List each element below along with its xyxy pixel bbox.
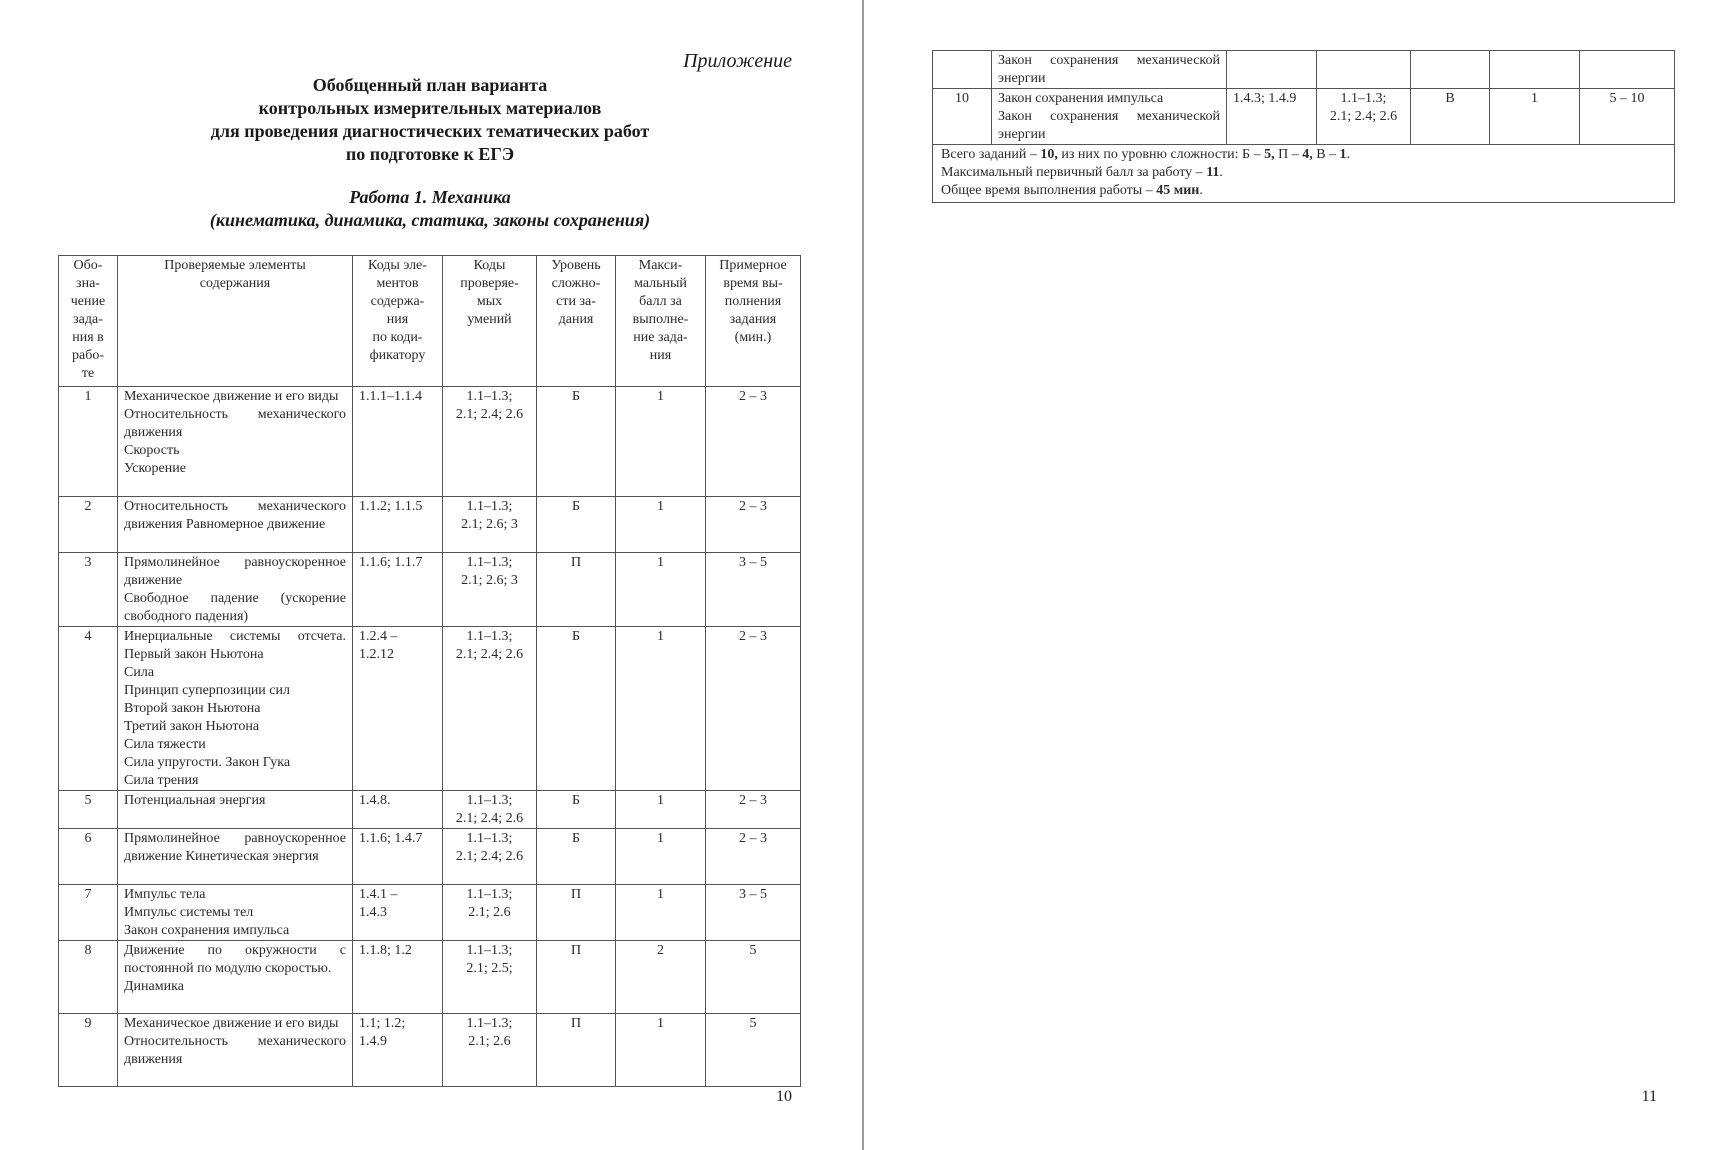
summary-total-line: Всего заданий – 10, из них по уровню сложности: Б – 5, П – 4, В – 1. — [941, 147, 1351, 162]
cell-line: Скорость — [124, 443, 180, 458]
cell-content-elements — [118, 553, 353, 627]
cell-skill-codes — [443, 829, 537, 885]
page-number: 11 — [1641, 1088, 1657, 1105]
advanced-count: 4, — [1302, 147, 1313, 162]
cell-skill-codes — [443, 387, 537, 497]
cell-line: Импульс системы тел — [124, 905, 254, 920]
cell-skill-codes — [443, 1014, 537, 1087]
cell-line: Относительность механического движения — [124, 1034, 346, 1067]
summary-time-line: Общее время выполнения работы – 45 мин. — [941, 183, 1203, 198]
cell-approx-time: 5 — [706, 1014, 801, 1087]
cell-content-codes — [353, 627, 443, 791]
title-line: по подготовке к ЕГЭ — [345, 144, 515, 164]
header-content-elements: Проверяемые элементы содержания — [118, 256, 353, 387]
cell-approx-time: 5 – 10 — [1580, 89, 1675, 145]
summary-max-score-line: Максимальный первичный балл за работу – 11. — [941, 165, 1223, 180]
table-row — [59, 885, 801, 941]
cell-difficulty-level: П — [537, 941, 616, 1014]
cell-max-score: 1 — [616, 1014, 706, 1087]
cell-max-score: 1 — [616, 627, 706, 791]
max-primary-score: 11 — [1206, 165, 1220, 180]
cell-line: Импульс тела — [124, 887, 206, 902]
cell-max-score: 1 — [616, 497, 706, 553]
table-row — [59, 387, 801, 497]
cell-difficulty-level: П — [537, 1014, 616, 1087]
header-task-number: Обо- зна- чение зада- ния в рабо- те — [59, 256, 118, 387]
cell-line: 1.4.3 — [359, 905, 387, 920]
cell-difficulty-level: Б — [537, 627, 616, 791]
cell-line: 2.1; 2.6 — [468, 905, 511, 920]
cell-content-elements — [992, 51, 1227, 89]
cell-content-elements — [992, 89, 1227, 145]
cell-line: Прямолинейное равноускоренное движение — [124, 555, 346, 588]
cell-line: Механическое движение и его виды — [124, 1016, 339, 1031]
cell-line: Движение по окружности с постоянной по модулю скоростью. — [124, 943, 346, 976]
cell-line: 2.1; 2.5; — [466, 961, 513, 976]
table-row — [933, 51, 1675, 89]
document-title — [60, 74, 800, 166]
cell-line: Ускорение — [124, 461, 186, 476]
cell-line: Сила трения — [124, 773, 199, 788]
cell-line: Сила упругости. Закон Гука — [124, 755, 291, 770]
cell-line: Закон сохранения импульса — [124, 923, 290, 938]
cell-line: 2.1; 2.6; 3 — [461, 517, 518, 532]
cell-line: Закон сохранения механической энергии — [998, 109, 1220, 142]
basic-count: 5, — [1264, 147, 1275, 162]
subtitle-line: Работа 1. Механика — [349, 187, 511, 207]
cell-line: 1.1–1.3; — [1340, 91, 1387, 106]
cell-line: 1.1.2; 1.1.5 — [359, 499, 423, 514]
cell-line: 1.1–1.3; — [466, 831, 513, 846]
cell-line: 1.2.12 — [359, 647, 394, 662]
cell-line: Прямолинейное равноускоренное движение Кинетическая энергия — [124, 831, 346, 864]
cell-line: Сила — [124, 665, 155, 680]
cell-line: 1.1–1.3; — [466, 629, 513, 644]
cell-approx-time: 5 — [706, 941, 801, 1014]
cell-content-codes — [353, 497, 443, 553]
table-row — [59, 1014, 801, 1087]
title-line: Обобщенный план варианта — [312, 75, 548, 95]
plan-table-continuation — [932, 50, 1675, 203]
cell-task-number: 2 — [59, 497, 118, 553]
table-row — [59, 553, 801, 627]
summary-cell — [933, 145, 1675, 203]
cell-line: 2.1; 2.6; 3 — [461, 573, 518, 588]
cell-difficulty-level: Б — [537, 387, 616, 497]
cell-content-elements — [118, 627, 353, 791]
cell-content-codes — [353, 387, 443, 497]
cell-approx-time: 2 – 3 — [706, 497, 801, 553]
cell-skill-codes — [443, 627, 537, 791]
cell-line: 1.4.9 — [359, 1034, 387, 1049]
cell-line: Второй закон Ньютона — [124, 701, 261, 716]
cell-line: 2.1; 2.4; 2.6 — [455, 849, 524, 864]
cell-max-score: 1 — [616, 387, 706, 497]
table-row — [59, 627, 801, 791]
total-time: 45 мин — [1156, 183, 1200, 198]
cell-line: Потенциальная энергия — [124, 793, 266, 808]
cell-task-number: 3 — [59, 553, 118, 627]
cell-max-score: 2 — [616, 941, 706, 1014]
cell-content-codes — [353, 1014, 443, 1087]
appendix-label: Приложение — [683, 50, 792, 72]
cell-skill-codes — [443, 885, 537, 941]
cell-content-codes — [1227, 51, 1317, 89]
cell-task-number: 4 — [59, 627, 118, 791]
page-divider — [862, 0, 864, 1150]
cell-line: 1.1–1.3; — [466, 499, 513, 514]
cell-task-number: 8 — [59, 941, 118, 1014]
cell-content-elements — [118, 387, 353, 497]
plan-table-body — [59, 387, 801, 1087]
cell-line: Закон сохранения импульса — [998, 91, 1164, 106]
cell-line: Относительность механического движения Равномерное движение — [124, 499, 346, 532]
cell-line: 1.1–1.3; — [466, 793, 513, 808]
cell-skill-codes — [443, 553, 537, 627]
header-skill-codes: Коды проверяе- мых умений — [443, 256, 537, 387]
left-page — [0, 0, 862, 1150]
cell-content-codes — [1227, 89, 1317, 145]
cell-max-score: 1 — [616, 885, 706, 941]
cell-difficulty-level: П — [537, 553, 616, 627]
cell-line: Относительность механического движения — [124, 407, 346, 440]
cell-content-codes — [353, 829, 443, 885]
cell-approx-time — [1580, 51, 1675, 89]
cell-line: 2.1; 2.4; 2.6 — [1329, 109, 1398, 124]
cell-skill-codes — [1317, 51, 1411, 89]
cell-task-number: 7 — [59, 885, 118, 941]
high-count: 1 — [1339, 147, 1347, 162]
cell-line: 1.1–1.3; — [466, 943, 513, 958]
cell-line: Свободное падение (ускорение свободного падения) — [124, 591, 346, 624]
subtitle-line: (кинематика, динамика, статика, законы сохранения) — [209, 210, 651, 230]
cell-line: Третий закон Ньютона — [124, 719, 260, 734]
cell-skill-codes — [443, 791, 537, 829]
cell-line: 1.2.4 – — [359, 629, 398, 644]
cell-task-number: 10 — [933, 89, 992, 145]
cell-line: 1.1; 1.2; — [359, 1016, 406, 1031]
table-row — [59, 791, 801, 829]
cell-line: 1.1.6; 1.4.7 — [359, 831, 423, 846]
cell-content-codes — [353, 791, 443, 829]
table-row — [933, 89, 1675, 145]
cell-max-score: 1 — [616, 553, 706, 627]
cell-line: Инерциальные системы отсчета. Первый закон Ньютона — [124, 629, 346, 662]
title-line: для проведения диагностических тематических работ — [210, 121, 650, 141]
header-difficulty-level: Уровень сложно- сти за- дания — [537, 256, 616, 387]
cell-line: 1.4.1 – — [359, 887, 398, 902]
cell-content-elements — [118, 885, 353, 941]
cell-line: Сила тяжести — [124, 737, 206, 752]
cell-max-score: 1 — [616, 791, 706, 829]
cell-task-number: 1 — [59, 387, 118, 497]
cell-line: 1.1–1.3; — [466, 555, 513, 570]
cell-difficulty-level: Б — [537, 829, 616, 885]
summary-row — [933, 145, 1675, 203]
cell-line: 1.4.8. — [359, 793, 391, 808]
cell-line: 1.1.1–1.1.4 — [359, 389, 422, 404]
cell-approx-time: 2 – 3 — [706, 791, 801, 829]
cell-line: 1.4.3; 1.4.9 — [1233, 91, 1297, 106]
table-row — [59, 497, 801, 553]
cell-line: 1.1.6; 1.1.7 — [359, 555, 423, 570]
cell-line: 1.1–1.3; — [466, 887, 513, 902]
cell-skill-codes — [443, 497, 537, 553]
cell-content-elements — [118, 791, 353, 829]
page-number: 10 — [776, 1088, 792, 1105]
cell-line: Закон сохранения механической энергии — [998, 53, 1220, 86]
title-line: контрольных измерительных материалов — [258, 98, 602, 118]
header-max-score: Макси- мальный балл за выполне- ние зада- ния — [616, 256, 706, 387]
total-tasks: 10, — [1040, 147, 1058, 162]
work-subtitle — [60, 186, 800, 232]
continuation-table-body — [933, 51, 1675, 145]
cell-max-score — [1490, 51, 1580, 89]
table-header-row — [59, 256, 801, 387]
plan-table — [58, 255, 801, 1087]
cell-line: 1.1.8; 1.2 — [359, 943, 412, 958]
table-row — [59, 829, 801, 885]
cell-line: Динамика — [124, 979, 184, 994]
cell-max-score: 1 — [1490, 89, 1580, 145]
cell-approx-time: 2 – 3 — [706, 387, 801, 497]
cell-task-number: 5 — [59, 791, 118, 829]
cell-skill-codes — [1317, 89, 1411, 145]
cell-approx-time: 2 – 3 — [706, 829, 801, 885]
cell-line: 2.1; 2.4; 2.6 — [455, 811, 524, 826]
cell-line: 2.1; 2.4; 2.6 — [455, 407, 524, 422]
cell-line: 2.1; 2.4; 2.6 — [455, 647, 524, 662]
cell-content-codes — [353, 553, 443, 627]
cell-content-elements — [118, 1014, 353, 1087]
right-page — [866, 0, 1729, 1150]
cell-content-elements — [118, 829, 353, 885]
cell-difficulty-level: Б — [537, 791, 616, 829]
cell-content-elements — [118, 497, 353, 553]
cell-task-number: 9 — [59, 1014, 118, 1087]
cell-line: Принцип суперпозиции сил — [124, 683, 290, 698]
cell-task-number — [933, 51, 992, 89]
cell-line: 2.1; 2.6 — [468, 1034, 511, 1049]
cell-skill-codes — [443, 941, 537, 1014]
cell-difficulty-level: П — [537, 885, 616, 941]
cell-approx-time: 2 – 3 — [706, 627, 801, 791]
cell-difficulty-level: Б — [537, 497, 616, 553]
cell-content-elements — [118, 941, 353, 1014]
cell-difficulty-level — [1411, 51, 1490, 89]
cell-line: 1.1–1.3; — [466, 1016, 513, 1031]
cell-approx-time: 3 – 5 — [706, 885, 801, 941]
cell-line: Механическое движение и его виды — [124, 389, 339, 404]
header-approx-time: Примерное время вы- полнения задания (мин.) — [706, 256, 801, 387]
cell-difficulty-level: В — [1411, 89, 1490, 145]
header-content-codes: Коды эле- ментов содержа- ния по коди- фикатору — [353, 256, 443, 387]
cell-content-codes — [353, 941, 443, 1014]
cell-line: 1.1–1.3; — [466, 389, 513, 404]
cell-task-number: 6 — [59, 829, 118, 885]
table-row — [59, 941, 801, 1014]
cell-max-score: 1 — [616, 829, 706, 885]
cell-content-codes — [353, 885, 443, 941]
cell-approx-time: 3 – 5 — [706, 553, 801, 627]
